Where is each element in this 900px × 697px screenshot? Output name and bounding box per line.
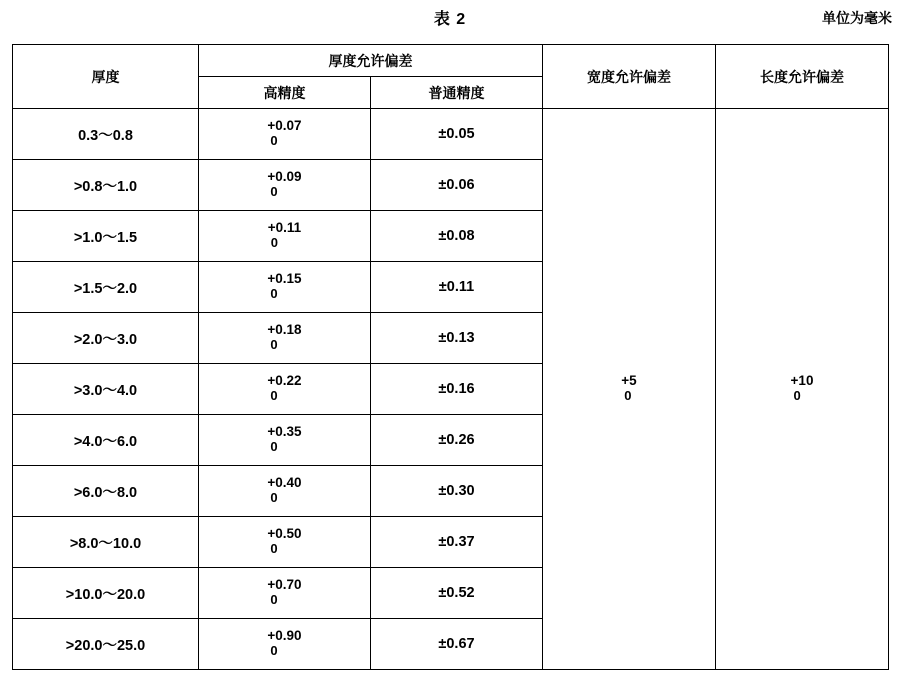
cell-normal-precision: ±0.16 (371, 364, 543, 415)
page-header (0, 0, 900, 36)
cell-length-tolerance (716, 109, 889, 670)
tolerance-upper: +0.07 (267, 118, 302, 134)
tolerance-upper: +0.18 (267, 322, 302, 338)
cell-high-precision (199, 415, 371, 466)
tolerance-lower: 0 (270, 285, 278, 301)
cell-thickness: >20.0～25.0 (13, 619, 199, 670)
tolerance-upper: +0.40 (267, 475, 302, 491)
cell-high-precision (199, 466, 371, 517)
header-thickness-tolerance: 厚度允许偏差 (199, 45, 543, 77)
tolerance-lower: 0 (270, 540, 278, 556)
tolerance-lower: 0 (270, 591, 278, 607)
cell-high-precision (199, 262, 371, 313)
tolerance-lower: 0 (270, 489, 278, 505)
cell-high-precision (199, 211, 371, 262)
cell-width-tolerance (543, 109, 716, 670)
cell-thickness: >3.0～4.0 (13, 364, 199, 415)
tolerance-stack (267, 476, 301, 504)
table-row (13, 109, 889, 160)
tolerance-lower: 0 (270, 336, 278, 352)
tolerance-lower: 0 (270, 132, 278, 148)
tolerance-stack (267, 527, 301, 555)
tolerance-stack (791, 374, 814, 402)
cell-high-precision (199, 160, 371, 211)
cell-normal-precision: ±0.30 (371, 466, 543, 517)
tolerance-upper: +0.15 (267, 271, 302, 287)
header-normal-precision: 普通精度 (371, 77, 543, 109)
tolerance-stack (267, 374, 301, 402)
tolerance-stack (267, 170, 301, 198)
cell-normal-precision: ±0.13 (371, 313, 543, 364)
tolerance-upper: +5 (621, 373, 637, 389)
unit-note: 单位为毫米 (822, 10, 892, 26)
header-length-tolerance: 长度允许偏差 (716, 45, 889, 109)
tolerance-lower: 0 (270, 183, 278, 199)
cell-normal-precision: ±0.08 (371, 211, 543, 262)
tolerance-lower: 0 (624, 387, 632, 403)
tolerance-upper: +0.22 (267, 373, 302, 389)
tolerance-lower: 0 (270, 438, 278, 454)
cell-high-precision (199, 364, 371, 415)
tolerance-upper: +0.35 (267, 424, 302, 440)
tolerance-upper: +0.70 (267, 577, 302, 593)
tolerance-stack (268, 221, 301, 249)
cell-thickness: >0.8～1.0 (13, 160, 199, 211)
tolerance-upper: +0.90 (267, 628, 302, 644)
tolerance-stack (267, 425, 301, 453)
tolerance-lower: 0 (270, 642, 278, 658)
tolerance-stack (267, 578, 301, 606)
cell-thickness: >4.0～6.0 (13, 415, 199, 466)
cell-high-precision (199, 568, 371, 619)
tolerance-stack (267, 629, 301, 657)
table-header-row-1 (13, 45, 889, 77)
cell-high-precision (199, 109, 371, 160)
cell-normal-precision: ±0.05 (371, 109, 543, 160)
header-high-precision: 高精度 (199, 77, 371, 109)
cell-thickness: >1.0～1.5 (13, 211, 199, 262)
tolerance-lower: 0 (270, 234, 279, 250)
cell-thickness: 0.3～0.8 (13, 109, 199, 160)
cell-thickness: >10.0～20.0 (13, 568, 199, 619)
tolerance-upper: +0.09 (267, 169, 302, 185)
cell-normal-precision: ±0.67 (371, 619, 543, 670)
tolerance-lower: 0 (270, 387, 278, 403)
cell-normal-precision: ±0.11 (371, 262, 543, 313)
tolerance-stack (267, 119, 301, 147)
cell-thickness: >6.0～8.0 (13, 466, 199, 517)
tolerance-lower: 0 (793, 387, 801, 403)
cell-high-precision (199, 313, 371, 364)
tolerance-stack (267, 323, 301, 351)
tolerance-table (12, 44, 889, 670)
tolerance-upper: +0.50 (267, 526, 302, 542)
cell-normal-precision: ±0.06 (371, 160, 543, 211)
tolerance-stack (621, 374, 636, 402)
table-head (13, 45, 889, 109)
table-body (13, 109, 889, 670)
tolerance-upper: +0.11 (267, 220, 302, 236)
tolerance-upper: +10 (790, 373, 814, 389)
cell-thickness: >2.0～3.0 (13, 313, 199, 364)
cell-normal-precision: ±0.37 (371, 517, 543, 568)
tolerance-stack (267, 272, 301, 300)
cell-normal-precision: ±0.26 (371, 415, 543, 466)
header-thickness: 厚度 (13, 45, 199, 109)
cell-normal-precision: ±0.52 (371, 568, 543, 619)
header-width-tolerance: 宽度允许偏差 (543, 45, 716, 109)
cell-thickness: >8.0～10.0 (13, 517, 199, 568)
cell-high-precision (199, 517, 371, 568)
cell-thickness: >1.5～2.0 (13, 262, 199, 313)
table-caption: 表 2 (433, 11, 467, 28)
cell-high-precision (199, 619, 371, 670)
